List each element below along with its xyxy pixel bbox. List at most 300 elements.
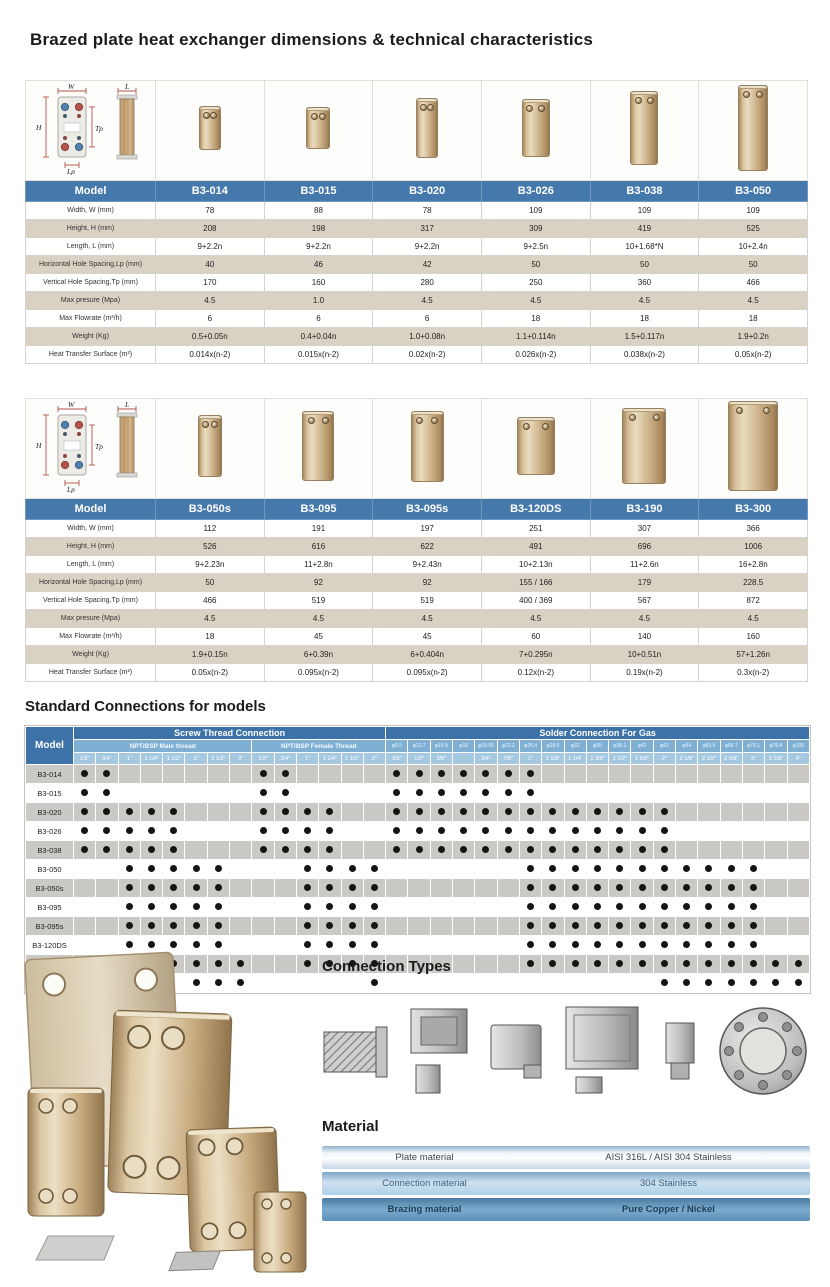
connection-cell	[698, 784, 720, 803]
availability-dot	[371, 922, 378, 929]
port-circle	[311, 113, 318, 120]
connection-cell	[96, 860, 118, 879]
connection-cell	[118, 765, 140, 784]
spec-value: 526	[156, 538, 265, 556]
spec-value: 0.19x(n-2)	[590, 664, 699, 682]
connection-cell	[542, 860, 564, 879]
connection-cell	[96, 765, 118, 784]
connection-cell	[319, 898, 341, 917]
square-fitting-icon	[488, 1020, 546, 1082]
spec-value: 9+2.23n	[156, 556, 265, 574]
model-name-header: B3-190	[590, 499, 699, 520]
spec-row	[26, 310, 808, 328]
product-photo	[622, 408, 666, 484]
availability-dot	[103, 827, 110, 834]
connection-cell	[742, 974, 764, 993]
connection-cell	[475, 936, 497, 955]
screw-thread-group-header: Screw Thread Connection	[74, 727, 386, 740]
spec-table-large-models	[25, 398, 808, 682]
connection-cell	[96, 803, 118, 822]
connection-cell	[519, 936, 541, 955]
connection-cell	[653, 860, 675, 879]
availability-dot	[572, 941, 579, 948]
connection-cell	[609, 860, 631, 879]
connection-cell	[586, 955, 608, 974]
availability-dot	[193, 903, 200, 910]
size-header: 3 1/8"	[765, 753, 787, 765]
connection-cell	[185, 898, 207, 917]
end-cap	[417, 99, 437, 102]
end-cap	[412, 412, 443, 415]
availability-dot	[572, 960, 579, 967]
availability-dot	[661, 960, 668, 967]
connection-cell	[319, 803, 341, 822]
heat-exchanger-photo	[254, 1192, 306, 1272]
model-name-header: B3-095s	[373, 499, 482, 520]
port-circle	[202, 421, 209, 428]
connection-cell	[163, 803, 185, 822]
availability-dot	[594, 903, 601, 910]
availability-dot	[594, 808, 601, 815]
end-cap	[631, 92, 657, 95]
connection-cell	[586, 841, 608, 860]
connection-cell	[408, 917, 430, 936]
availability-dot	[728, 922, 735, 929]
connection-cell	[653, 955, 675, 974]
connection-model-label: B3-095	[26, 898, 74, 917]
spec-row	[26, 274, 808, 292]
connection-cell	[631, 917, 653, 936]
connection-cell	[497, 784, 519, 803]
connection-cell	[430, 822, 452, 841]
spec-value: 491	[481, 538, 590, 556]
connection-cell	[453, 822, 475, 841]
availability-dot	[260, 808, 267, 815]
spec-value: 11+2.8n	[264, 556, 373, 574]
spec-value: 366	[699, 520, 808, 538]
spec-value: 280	[373, 274, 482, 292]
connection-cell	[163, 860, 185, 879]
connection-cell	[698, 841, 720, 860]
connection-cell	[787, 841, 810, 860]
port-circle	[523, 423, 530, 430]
connection-model-label: B3-095s	[26, 917, 74, 936]
connection-cell	[475, 879, 497, 898]
connection-cell	[430, 765, 452, 784]
spec-value: 112	[156, 520, 265, 538]
availability-dot	[81, 808, 88, 815]
connection-cell	[586, 974, 608, 993]
connection-row	[26, 841, 810, 860]
connection-cell	[542, 841, 564, 860]
connection-cell	[96, 841, 118, 860]
availability-dot	[616, 827, 623, 834]
connection-cell	[207, 784, 229, 803]
material-label: Plate material	[395, 1152, 454, 1163]
size-header: 1/2"	[74, 753, 96, 765]
availability-dot	[393, 770, 400, 777]
connection-cell	[296, 822, 318, 841]
connection-cell	[319, 917, 341, 936]
connection-cell	[631, 955, 653, 974]
solder-diameter-header: φ79.4	[765, 740, 787, 753]
connection-cell	[408, 784, 430, 803]
connection-cell	[475, 841, 497, 860]
connection-cell	[564, 974, 586, 993]
availability-dot	[304, 808, 311, 815]
connection-cell	[742, 936, 764, 955]
product-photo	[199, 106, 221, 150]
product-photo-cell	[264, 81, 373, 181]
spec-value: 466	[699, 274, 808, 292]
availability-dot	[326, 865, 333, 872]
connection-cell	[720, 841, 742, 860]
connection-cell	[765, 822, 787, 841]
availability-dot	[527, 827, 534, 834]
connection-cell	[319, 765, 341, 784]
connection-cell	[631, 860, 653, 879]
connection-model-label: B3-014	[26, 765, 74, 784]
model-name-header: B3-038	[590, 181, 699, 202]
availability-dot	[705, 922, 712, 929]
connection-cell	[140, 803, 162, 822]
connection-cell	[408, 898, 430, 917]
availability-dot	[728, 941, 735, 948]
spec-row-label: Heat Transfer Surface (m²)	[26, 346, 156, 364]
connection-cell	[787, 917, 810, 936]
port-circle	[308, 417, 315, 424]
spec-row-label: Weight (Kg)	[26, 646, 156, 664]
connection-cell	[475, 917, 497, 936]
availability-dot	[103, 770, 110, 777]
size-header: 3/4"	[475, 753, 497, 765]
availability-dot	[527, 922, 534, 929]
connection-cell	[698, 898, 720, 917]
availability-dot	[482, 846, 489, 853]
spec-value: 9+2.2n	[373, 238, 482, 256]
availability-dot	[661, 884, 668, 891]
availability-dot	[795, 960, 802, 967]
size-header: 3/4"	[274, 753, 296, 765]
size-header: 1"	[519, 753, 541, 765]
availability-dot	[326, 922, 333, 929]
availability-dot	[304, 865, 311, 872]
availability-dot	[326, 846, 333, 853]
connection-cell	[140, 898, 162, 917]
connection-cell	[609, 841, 631, 860]
connection-cell	[519, 974, 541, 993]
connection-cell	[207, 765, 229, 784]
spec-value: 50	[156, 574, 265, 592]
spec-value: 50	[699, 256, 808, 274]
spec-row-label: Length, L (mm)	[26, 556, 156, 574]
connection-cell	[453, 765, 475, 784]
spec-value: 109	[699, 202, 808, 220]
connection-cell	[787, 936, 810, 955]
spec-value: 4.5	[156, 292, 265, 310]
connection-cell	[586, 898, 608, 917]
spec-row	[26, 346, 808, 364]
connection-cell	[252, 898, 274, 917]
connection-cell	[609, 784, 631, 803]
solder-diameter-header: φ18	[453, 740, 475, 753]
solder-diameter-header: φ51	[653, 740, 675, 753]
availability-dot	[705, 884, 712, 891]
small-fitting-icon	[662, 1019, 698, 1083]
connection-cell	[542, 955, 564, 974]
spec-row	[26, 202, 808, 220]
availability-dot	[326, 827, 333, 834]
connection-cell	[676, 765, 698, 784]
connection-cell	[408, 841, 430, 860]
spec-value: 1.5+0.117n	[590, 328, 699, 346]
availability-dot	[772, 979, 779, 986]
availability-dot	[705, 960, 712, 967]
end-cap	[523, 100, 549, 103]
availability-dot	[728, 979, 735, 986]
connection-cell	[118, 803, 140, 822]
connection-cell	[274, 917, 296, 936]
svg-text:Tp: Tp	[94, 124, 103, 133]
availability-dot	[549, 808, 556, 815]
availability-dot	[148, 827, 155, 834]
spec-value: 197	[373, 520, 482, 538]
port-circle	[319, 113, 326, 120]
solder-group-header: Solder Connection For Gas	[386, 727, 810, 740]
availability-dot	[527, 865, 534, 872]
availability-dot	[416, 846, 423, 853]
spec-value: 419	[590, 220, 699, 238]
connection-cell	[408, 860, 430, 879]
availability-dot	[416, 808, 423, 815]
availability-dot	[148, 865, 155, 872]
spec-value: 10+0.51n	[590, 646, 699, 664]
connection-cell	[296, 784, 318, 803]
connection-cell	[230, 917, 252, 936]
connection-cell	[118, 879, 140, 898]
port-circle	[538, 105, 545, 112]
connection-cell	[787, 898, 810, 917]
connection-cell	[742, 879, 764, 898]
availability-dot	[460, 808, 467, 815]
connection-cell	[74, 803, 96, 822]
spec-row	[26, 628, 808, 646]
availability-dot	[549, 903, 556, 910]
model-name-header: B3-050	[699, 181, 808, 202]
availability-dot	[505, 808, 512, 815]
product-photo-cell	[590, 81, 699, 181]
connection-cell	[676, 841, 698, 860]
solder-diameter-header: φ9.5	[386, 740, 408, 753]
spec-value: 10+2.13n	[481, 556, 590, 574]
connection-cell	[408, 822, 430, 841]
availability-dot	[215, 865, 222, 872]
availability-dot	[549, 884, 556, 891]
solder-diameter-header: φ35	[586, 740, 608, 753]
model-name-header: B3-014	[156, 181, 265, 202]
size-header: 2 1/8"	[676, 753, 698, 765]
connection-cell	[742, 898, 764, 917]
spec-row	[26, 292, 808, 310]
spec-value: 140	[590, 628, 699, 646]
connection-cell	[363, 822, 385, 841]
connection-cell	[586, 822, 608, 841]
round-flange-icon	[716, 1004, 810, 1098]
connection-types-row	[322, 992, 810, 1110]
spec-value: 309	[481, 220, 590, 238]
spec-value: 18	[481, 310, 590, 328]
connection-model-label: B3-050	[26, 860, 74, 879]
availability-dot	[260, 770, 267, 777]
spec-row	[26, 664, 808, 682]
availability-dot	[126, 827, 133, 834]
connection-cell	[586, 860, 608, 879]
solder-diameter-header: φ38.1	[609, 740, 631, 753]
spec-value: 0.05x(n-2)	[699, 346, 808, 364]
availability-dot	[148, 922, 155, 929]
availability-dot	[438, 770, 445, 777]
connection-row	[26, 803, 810, 822]
connection-cell	[475, 974, 497, 993]
connection-cell	[296, 841, 318, 860]
size-header	[453, 753, 475, 765]
connection-cell	[497, 879, 519, 898]
connection-cell	[207, 917, 229, 936]
spec-value: 16+2.8n	[699, 556, 808, 574]
solder-diameter-header: φ66.7	[720, 740, 742, 753]
product-photo	[198, 415, 222, 477]
availability-dot	[661, 922, 668, 929]
spec-value: 1.1+0.114n	[481, 328, 590, 346]
connection-cell	[698, 917, 720, 936]
size-header: 3/4"	[96, 753, 118, 765]
availability-dot	[549, 846, 556, 853]
product-photo-cell	[699, 399, 808, 499]
spec-value: 251	[481, 520, 590, 538]
connection-cell	[742, 765, 764, 784]
availability-dot	[572, 903, 579, 910]
material-table	[322, 1146, 810, 1224]
spec-value: 11+2.6n	[590, 556, 699, 574]
connection-cell	[497, 936, 519, 955]
connection-cell	[676, 936, 698, 955]
connection-cell	[74, 860, 96, 879]
connection-cell	[720, 879, 742, 898]
product-photo	[522, 99, 550, 157]
connection-cell	[609, 917, 631, 936]
connection-cell	[386, 898, 408, 917]
solder-diameter-header: φ19.05	[475, 740, 497, 753]
connection-cell	[341, 822, 363, 841]
connection-cell	[720, 822, 742, 841]
connection-cell	[185, 822, 207, 841]
availability-dot	[549, 865, 556, 872]
connection-cell	[475, 765, 497, 784]
availability-dot	[170, 827, 177, 834]
availability-dot	[527, 903, 534, 910]
connection-cell	[787, 784, 810, 803]
spec-value: 250	[481, 274, 590, 292]
connection-cell	[341, 917, 363, 936]
port-circle	[647, 97, 654, 104]
connection-cell	[609, 765, 631, 784]
availability-dot	[260, 827, 267, 834]
spec-value: 317	[373, 220, 482, 238]
connection-cell	[742, 784, 764, 803]
spec-row	[26, 610, 808, 628]
connection-cell	[475, 898, 497, 917]
availability-dot	[349, 922, 356, 929]
connection-cell	[296, 917, 318, 936]
spec-row-label: Max Flowrate (m³/h)	[26, 628, 156, 646]
end-cap	[307, 108, 329, 111]
connection-cell	[274, 784, 296, 803]
spec-row	[26, 592, 808, 610]
connection-cell	[408, 803, 430, 822]
connection-cell	[720, 784, 742, 803]
availability-dot	[304, 922, 311, 929]
spec-value: 0.038x(n-2)	[590, 346, 699, 364]
spec-row-label: Max Flowrate (m³/h)	[26, 310, 156, 328]
connection-cell	[319, 879, 341, 898]
connection-row	[26, 784, 810, 803]
spec-value: 42	[373, 256, 482, 274]
connection-cell	[542, 803, 564, 822]
connection-cell	[430, 841, 452, 860]
connection-cell	[386, 917, 408, 936]
connection-cell	[787, 803, 810, 822]
availability-dot	[326, 884, 333, 891]
product-photo-cell	[264, 399, 373, 499]
availability-dot	[639, 827, 646, 834]
availability-dot	[683, 941, 690, 948]
availability-dot	[661, 808, 668, 815]
connection-cell	[319, 860, 341, 879]
spec-value: 160	[264, 274, 373, 292]
flanged-fitting-icon	[408, 1005, 470, 1097]
availability-dot	[616, 922, 623, 929]
connection-cell	[252, 822, 274, 841]
connection-cell	[586, 936, 608, 955]
spec-value: 6	[264, 310, 373, 328]
connection-cell	[230, 898, 252, 917]
connection-cell	[475, 860, 497, 879]
connection-cell	[653, 917, 675, 936]
availability-dot	[393, 827, 400, 834]
connection-cell	[74, 784, 96, 803]
spec-value: 4.5	[373, 292, 482, 310]
availability-dot	[616, 865, 623, 872]
connection-cell	[118, 860, 140, 879]
connection-cell	[453, 860, 475, 879]
connection-row	[26, 765, 810, 784]
availability-dot	[594, 827, 601, 834]
connection-cell	[274, 898, 296, 917]
connection-cell	[653, 898, 675, 917]
availability-dot	[81, 770, 88, 777]
connection-cell	[564, 803, 586, 822]
connection-cell	[453, 803, 475, 822]
female-thread-header: NPT/BSP Female Thread	[252, 740, 386, 753]
availability-dot	[728, 865, 735, 872]
connection-cell	[676, 917, 698, 936]
spec-value: 208	[156, 220, 265, 238]
material-row	[322, 1198, 810, 1221]
connection-cell	[386, 803, 408, 822]
availability-dot	[304, 884, 311, 891]
availability-dot	[505, 789, 512, 796]
connection-cell	[341, 841, 363, 860]
